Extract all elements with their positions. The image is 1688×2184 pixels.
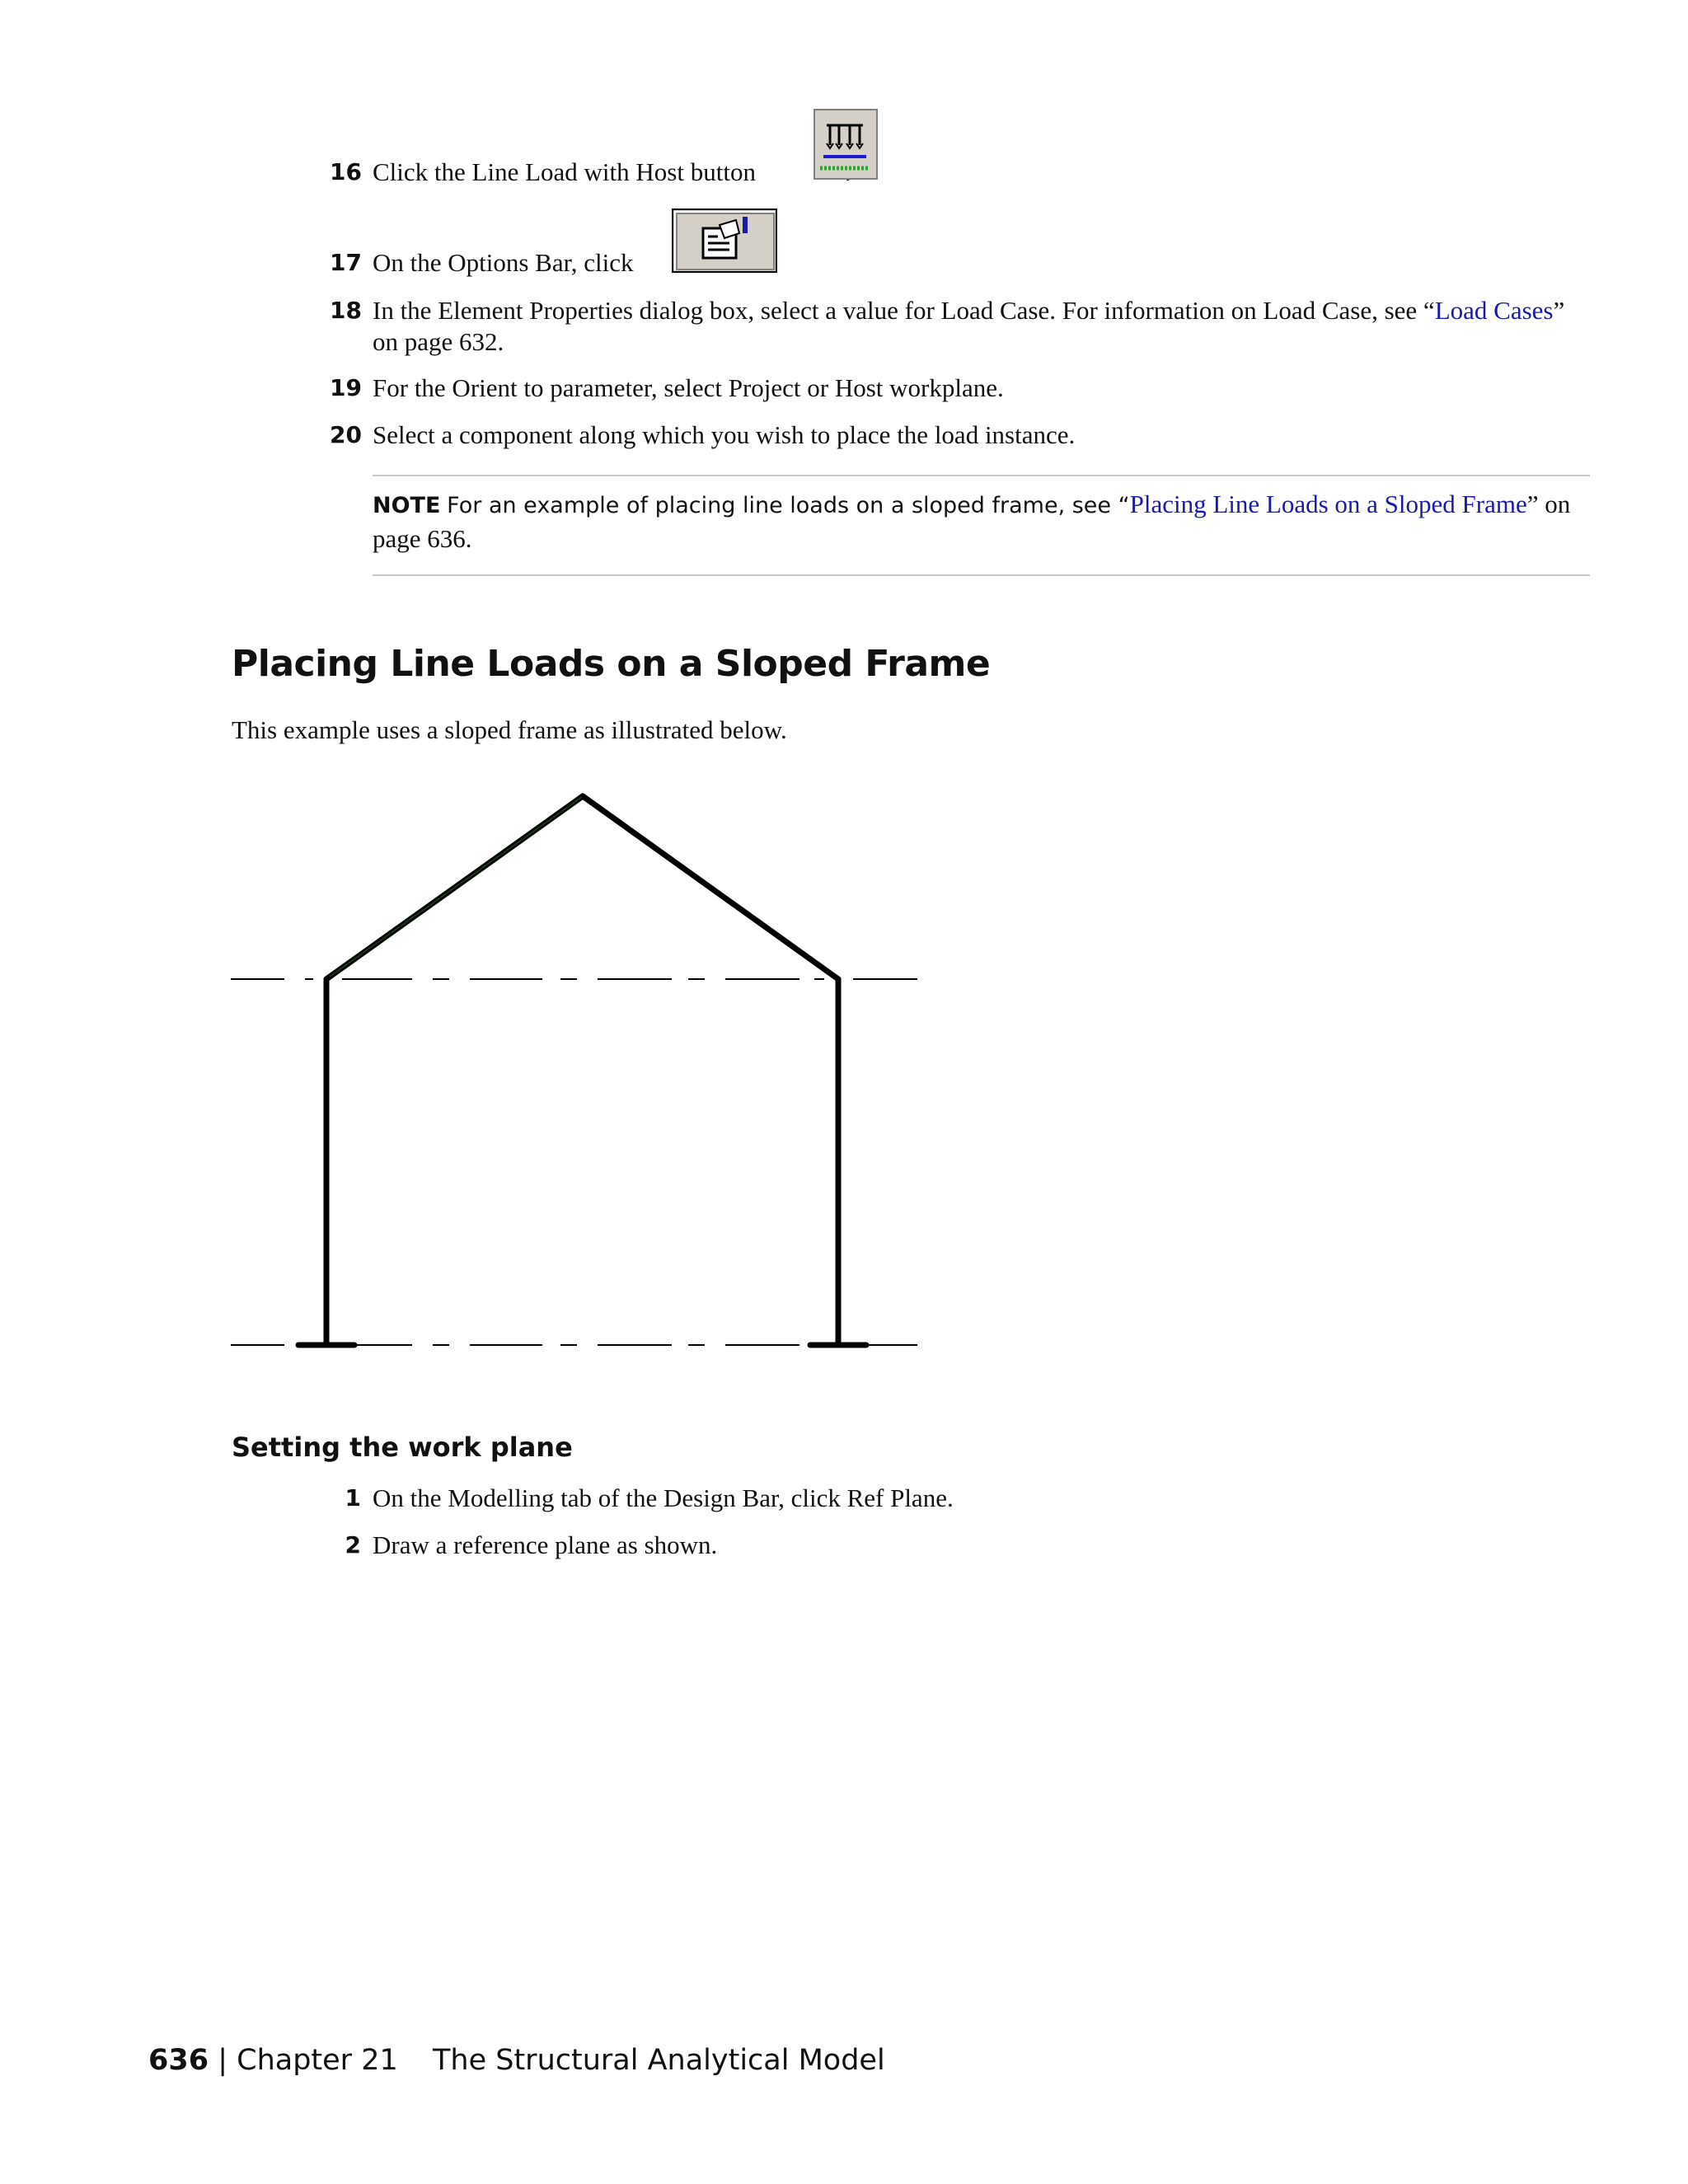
section-title: Placing Line Loads on a Sloped Frame bbox=[232, 643, 991, 685]
step-number: 18 bbox=[330, 297, 362, 324]
step-20 bbox=[330, 419, 1595, 451]
placing-line-loads-link[interactable]: Placing Line Loads on a Sloped Frame bbox=[1129, 490, 1527, 518]
sloped-frame-illustration bbox=[223, 775, 931, 1372]
step-text: Select a component along which you wish to place the load instance. bbox=[373, 420, 1076, 449]
step-number: 2 bbox=[345, 1531, 361, 1558]
step-18 bbox=[330, 295, 1595, 358]
reference-level-lines bbox=[231, 979, 917, 1345]
section-intro: This example uses a sloped frame as illustrated below. bbox=[232, 715, 787, 744]
page-number: 636 bbox=[148, 2044, 209, 2077]
note-text: For an example of placing line loads on a sloped frame, see “ bbox=[447, 493, 1130, 518]
step-number: 1 bbox=[345, 1484, 361, 1511]
note-label: NOTE bbox=[373, 493, 441, 518]
note-bottom-rule bbox=[373, 574, 1590, 576]
ref-plane-step-2 bbox=[330, 1530, 1595, 1561]
note-text-after: ” on page 636. bbox=[373, 490, 1571, 553]
footer-separator: | bbox=[218, 2044, 227, 2077]
right-rafter bbox=[583, 796, 838, 979]
ref-plane-step-1 bbox=[330, 1483, 1595, 1514]
step-17 bbox=[330, 247, 1595, 279]
step-16 bbox=[330, 157, 1595, 188]
element-properties-icon[interactable] bbox=[672, 209, 777, 273]
step-number: 17 bbox=[330, 249, 362, 276]
step-number: 20 bbox=[330, 421, 362, 448]
step-text: For the Orient to parameter, select Project or Host workplane. bbox=[373, 373, 1004, 402]
line-load-with-host-icon[interactable] bbox=[812, 107, 878, 180]
step-text: On the Modelling tab of the Design Bar, click Ref Plane. bbox=[373, 1483, 954, 1512]
load-cases-link[interactable]: Load Cases bbox=[1434, 296, 1554, 325]
step-text: Click the Line Load with Host button bbox=[373, 157, 756, 186]
step-text: In the Element Properties dialog box, select a value for Load Case. For information on Load Case, see “ bbox=[373, 296, 1435, 325]
subsection-title: Setting the work plane bbox=[232, 1432, 573, 1463]
page-footer bbox=[148, 2044, 885, 2077]
step-text-after: ” on page 632. bbox=[373, 296, 1565, 356]
step-text: Draw a reference plane as shown. bbox=[373, 1530, 718, 1559]
step-number: 16 bbox=[330, 158, 362, 185]
chapter-title: The Structural Analytical Model bbox=[433, 2044, 885, 2077]
step-text: On the Options Bar, click bbox=[373, 248, 634, 277]
chapter-label: Chapter 21 bbox=[237, 2044, 398, 2077]
step-19 bbox=[330, 373, 1595, 404]
note-top-rule bbox=[373, 475, 1590, 476]
step-number: 19 bbox=[330, 374, 362, 401]
note bbox=[373, 488, 1590, 555]
